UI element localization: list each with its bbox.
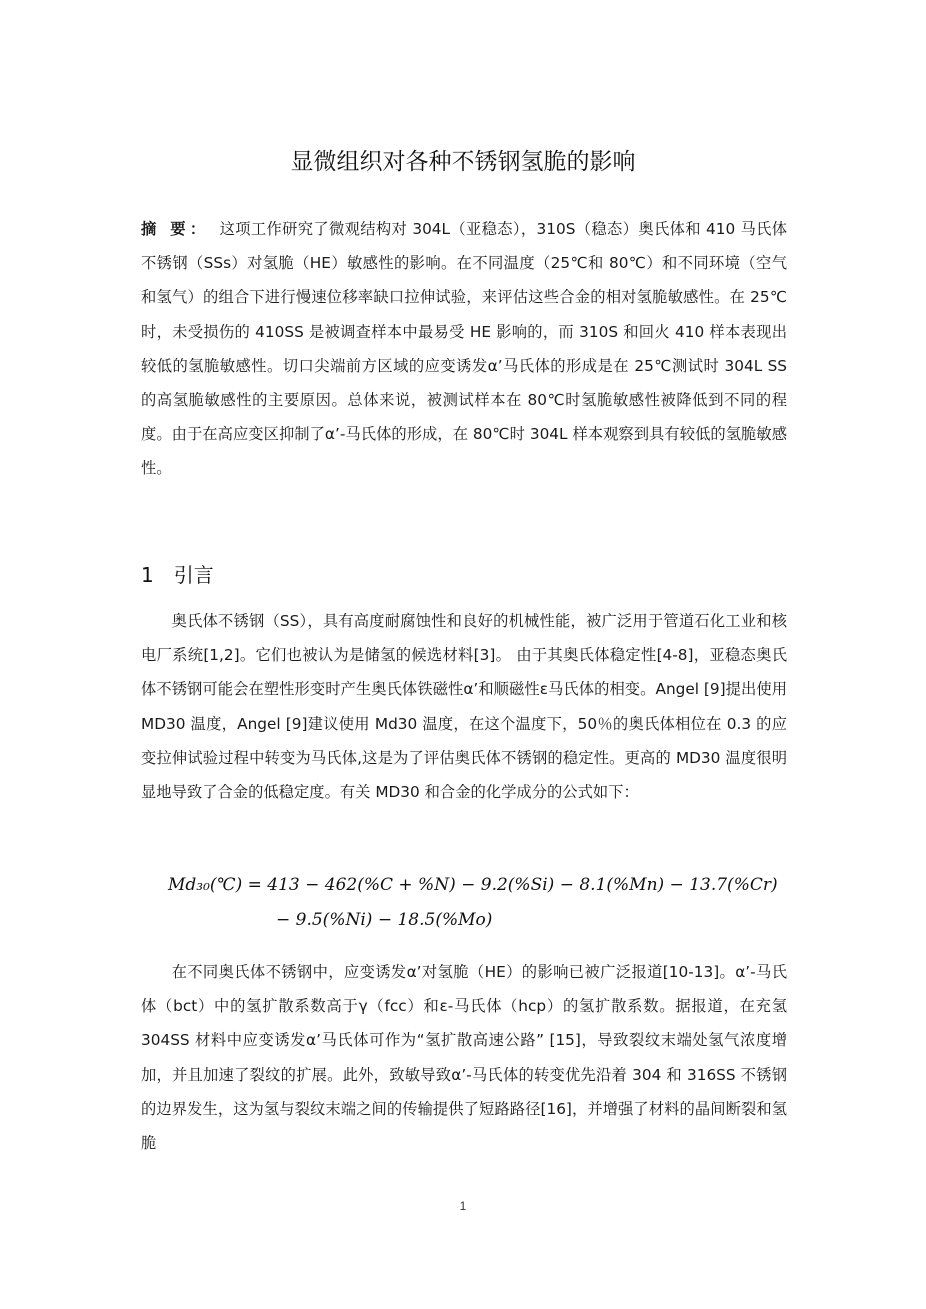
page-number: 1 [459,1199,467,1213]
abstract-block [141,212,787,486]
equation-line-1: Md₃₀(℃) = 413 − 462(%C + %N) − 9.2(%Si) − 8.1(%Mn) − 13.7(%Cr) [168,875,778,895]
abstract-label: 摘 要： [141,220,210,238]
section-number: 1 [141,563,154,587]
document-title: 显微组织对各种不锈钢氢脆的影响 [290,149,636,175]
section-title: 引言 [173,563,214,587]
intro-paragraph-2: 在不同奥氏体不锈钢中，应变诱发α’对氢脆（HE）的影响已被广泛报道[10-13]。α’-马氏体（bct）中的氢扩散系数高于γ（fcc）和ε-马氏体（hcp）的氢扩散系数。据报道，在充氢 304SS 材料中应变诱发α’马氏体可作为“氢扩散高速公路” [15]，导致裂纹末端处氢气浓度增加，并且加速了裂纹的扩展。此外，致敏导致α’-马氏体的转变优先沿着 304 和 316SS 不锈钢的边界发生，这为氢与裂纹末端之间的传输提供了短路路径[16]，并增强了材料的晶间断裂和氢脆 [141,963,787,1153]
section-heading [141,560,214,590]
equation-line-2: − 9.5(%Ni) − 18.5(%Mo) [276,910,493,930]
abstract-text: 这项工作研究了微观结构对 304L（亚稳态），310S（稳态）奥氏体和 410 马氏体不锈钢（SSs）对氢脆（HE）敏感性的影响。在不同温度（25℃和 80℃）和不同环境（空气和氢气）的组合下进行慢速位移率缺口拉伸试验，来评估这些合金的相对氢脆敏感性。在 25℃时，未受损伤的 410SS 是被调查样本中最易受 HE 影响的，而 310S 和回火 410 样本表现出较低的氢脆敏感性。切口尖端前方区域的应变诱发α’马氏体的形成是在 25℃测试时 304L SS 的高氢脆敏感性的主要原因。总体来说，被测试样本在 80℃时氢脆敏感性被降低到不同的程度。由于在高应变区抑制了α’-马氏体的形成，在 80℃时 304L 样本观察到具有较低的氢脆敏感性。 [141,220,787,478]
intro-paragraph-1: 奥氏体不锈钢（SS），具有高度耐腐蚀性和良好的机械性能，被广泛用于管道石化工业和核电厂系统[1,2]。它们也被认为是储氢的候选材料[3]。 由于其奥氏体稳定性[4-8]，亚稳态奥氏体不锈钢可能会在塑性形变时产生奥氏体铁磁性α’和顺磁性ε马氏体的相变。Angel [9]提出使用 MD30 温度，Angel [9]建议使用 Md30 温度，在这个温度下，50％的奥氏体相位在 0.3 的应变拉伸试验过程中转变为马氏体,这是为了评估奥氏体不锈钢的稳定性。更高的 MD30 温度很明显地导致了合金的低稳定度。有关 MD30 和合金的化学成分的公式如下： [141,612,787,802]
